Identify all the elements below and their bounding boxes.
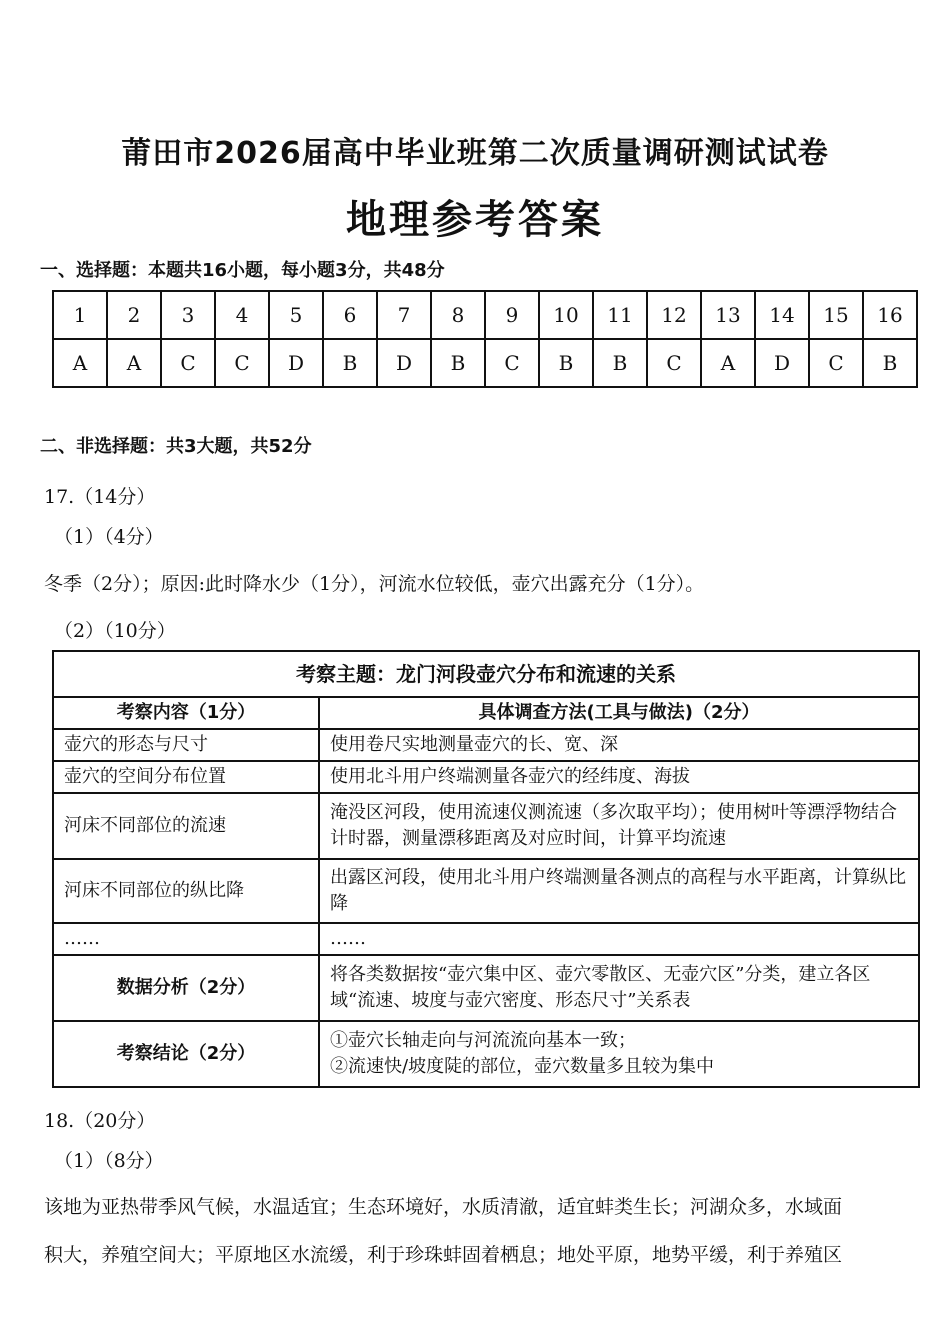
question-number-cell: 9 — [485, 291, 539, 339]
answer-letter-row — [53, 339, 917, 387]
question-number-cell: 15 — [809, 291, 863, 339]
table-row-method: 使用北斗用户终端测量各壶穴的经纬度、海拔 — [319, 761, 919, 793]
choice-answer-table — [52, 290, 918, 388]
answer-letter-cell: D — [269, 339, 323, 387]
q17-part1-answer: 冬季（2分）；原因:此时降水少（1分），河流水位较低，壶穴出露充分（1分）。 — [44, 573, 705, 595]
answer-letter-cell: B — [323, 339, 377, 387]
answer-letter-cell: D — [377, 339, 431, 387]
question-number-cell: 6 — [323, 291, 377, 339]
conclusion-item-1: ①壶穴长轴走向与河流流向基本一致； — [330, 1030, 636, 1051]
question-number-row — [53, 291, 917, 339]
q18-part1-line1: 该地为亚热带季风气候，水温适宜；生态环境好，水质清澈，适宜蚌类生长；河湖众多，水域面 — [44, 1196, 843, 1218]
investigation-topic: 考察主题：龙门河段壶穴分布和流速的关系 — [53, 651, 919, 697]
conclusion-label: 考察结论（2分） — [53, 1021, 319, 1087]
exam-title: 莆田市2026届高中毕业班第二次质量调研测试试卷 — [121, 136, 829, 171]
table-row-method: 出露区河段，使用北斗用户终端测量各测点的高程与水平距离，计算纵比降 — [319, 859, 919, 923]
answer-letter-cell: C — [809, 339, 863, 387]
analysis-label: 数据分析（2分） — [53, 955, 319, 1021]
table-row-content: 壶穴的形态与尺寸 — [53, 729, 319, 761]
q18-part1-line2: 积大，养殖空间大；平原地区水流缓，利于珍珠蚌固着栖息；地处平原，地势平缓，利于养殖区 — [44, 1244, 843, 1266]
question-number-cell: 3 — [161, 291, 215, 339]
answer-letter-cell: C — [161, 339, 215, 387]
conclusion-cell — [319, 1021, 919, 1087]
q17-part2-label: （2）（10分） — [54, 620, 176, 642]
answer-letter-cell: B — [431, 339, 485, 387]
answer-letter-cell: C — [647, 339, 701, 387]
table-row-content: 河床不同部位的流速 — [53, 793, 319, 859]
section2-heading: 二、非选择题：共3大题，共52分 — [40, 436, 312, 457]
q17-part1-label: （1）（4分） — [54, 526, 164, 548]
question-number-cell: 7 — [377, 291, 431, 339]
question-number-cell: 10 — [539, 291, 593, 339]
analysis-text: 将各类数据按“壶穴集中区、壶穴零散区、无壶穴区”分类，建立各区域“流速、坡度与壶穴密度、形态尺寸”关系表 — [319, 955, 919, 1021]
table-row-method: …… — [319, 923, 919, 955]
question-number-cell: 12 — [647, 291, 701, 339]
question-number-cell: 11 — [593, 291, 647, 339]
answer-letter-cell: B — [539, 339, 593, 387]
method-column-header: 具体调查方法(工具与做法)（2分） — [319, 697, 919, 729]
answer-letter-cell: A — [701, 339, 755, 387]
answer-letter-cell: A — [53, 339, 107, 387]
investigation-plan-table — [52, 650, 920, 1088]
question-number-cell: 2 — [107, 291, 161, 339]
question-number-cell: 4 — [215, 291, 269, 339]
table-row-content: …… — [53, 923, 319, 955]
table-row-method: 使用卷尺实地测量壶穴的长、宽、深 — [319, 729, 919, 761]
table-row-content: 河床不同部位的纵比降 — [53, 859, 319, 923]
answer-letter-cell: A — [107, 339, 161, 387]
answer-letter-cell: C — [215, 339, 269, 387]
q18-part1-label: （1）（8分） — [54, 1150, 164, 1172]
table-row-content: 壶穴的空间分布位置 — [53, 761, 319, 793]
answer-letter-cell: B — [863, 339, 917, 387]
question-number-cell: 8 — [431, 291, 485, 339]
q17-title: 17.（14分） — [44, 486, 156, 508]
conclusion-item-2: ②流速快/坡度陡的部位，壶穴数量多且较为集中 — [330, 1056, 715, 1077]
section1-heading: 一、选择题：本题共16小题，每小题3分，共48分 — [40, 260, 445, 281]
question-number-cell: 5 — [269, 291, 323, 339]
content-column-header: 考察内容（1分） — [53, 697, 319, 729]
question-number-cell: 13 — [701, 291, 755, 339]
answer-letter-cell: C — [485, 339, 539, 387]
answer-key-title: 地理参考答案 — [346, 197, 604, 243]
answer-letter-cell: D — [755, 339, 809, 387]
answer-letter-cell: B — [593, 339, 647, 387]
q18-title: 18.（20分） — [44, 1110, 156, 1132]
table-row-method: 淹没区河段，使用流速仪测流速（多次取平均）；使用树叶等漂浮物结合计时器，测量漂移距离及对应时间，计算平均流速 — [319, 793, 919, 859]
question-number-cell: 16 — [863, 291, 917, 339]
question-number-cell: 1 — [53, 291, 107, 339]
question-number-cell: 14 — [755, 291, 809, 339]
